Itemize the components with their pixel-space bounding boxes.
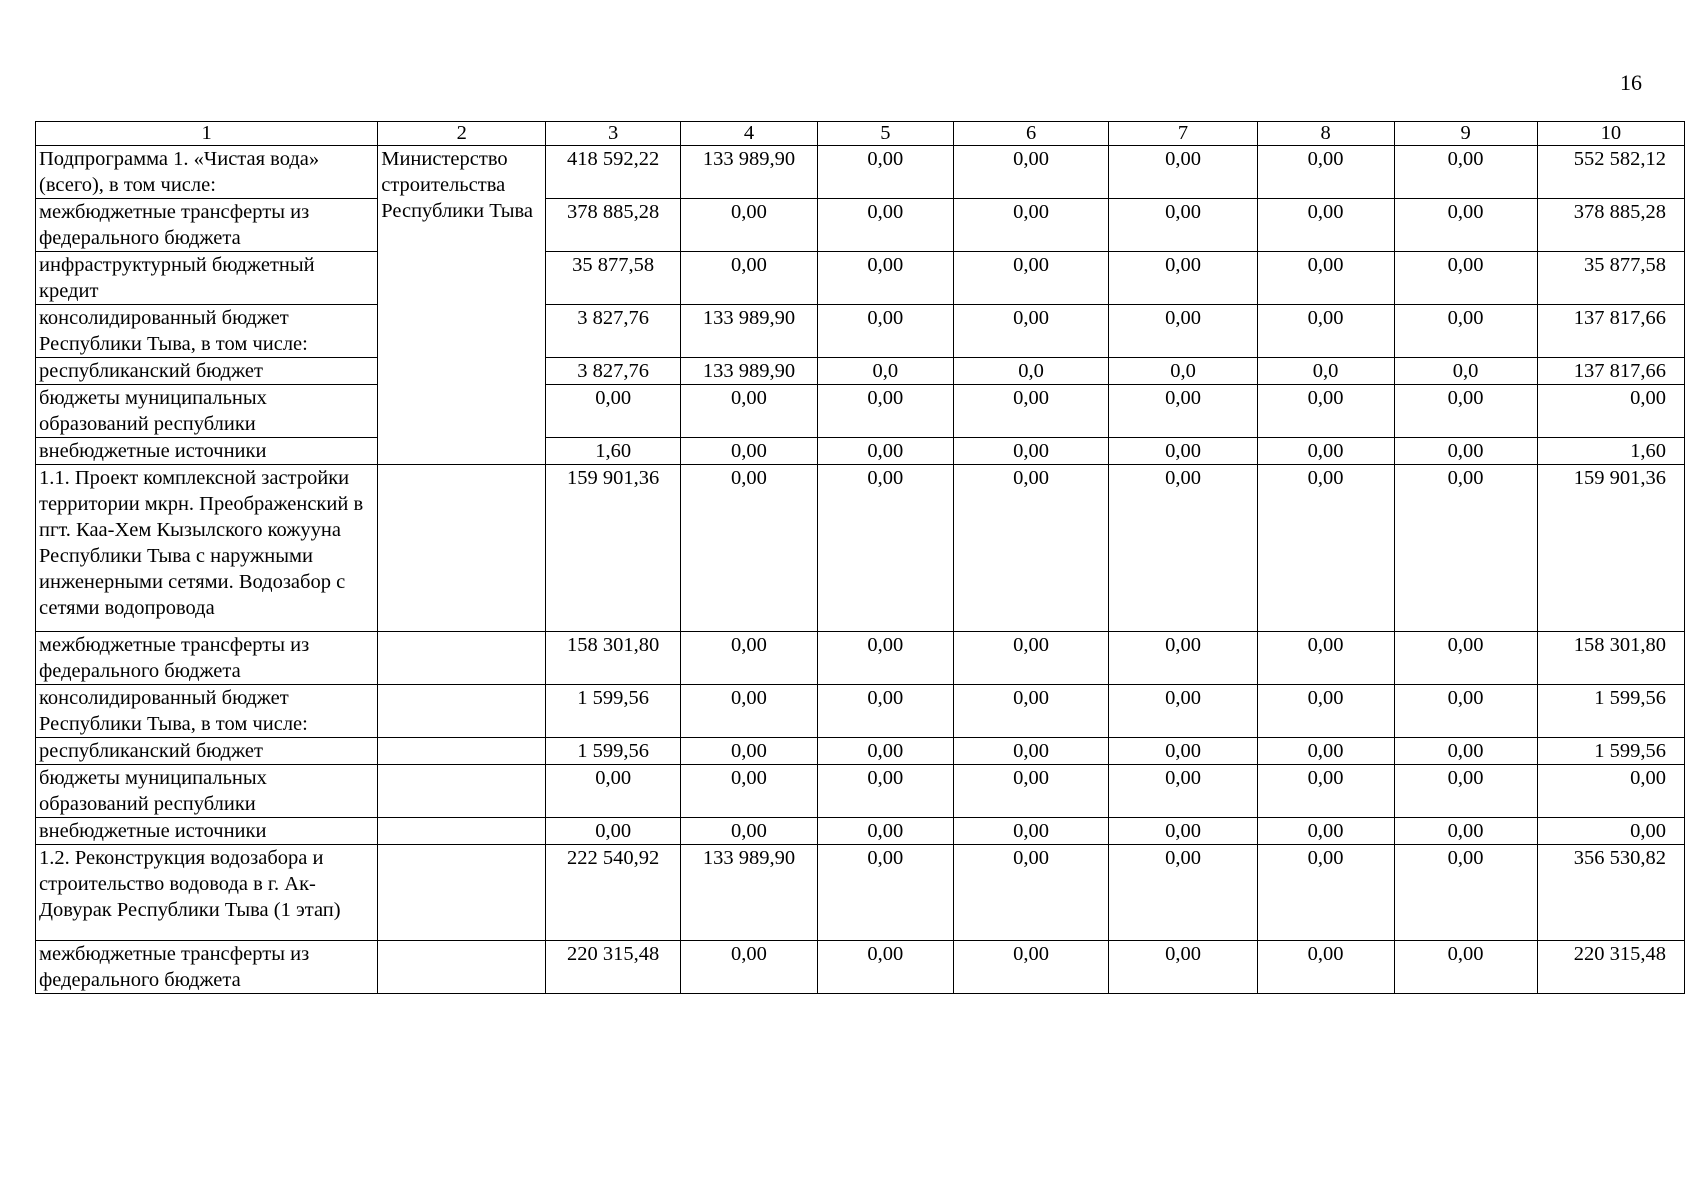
value-cell: 0,00 [817, 465, 953, 632]
value-cell: 1,60 [546, 438, 681, 465]
value-cell: 0,00 [1257, 146, 1394, 199]
value-cell: 0,00 [817, 632, 953, 685]
value-cell: 0,00 [1394, 738, 1537, 765]
value-cell: 0,00 [953, 738, 1109, 765]
row-description: республиканский бюджет [36, 738, 378, 765]
column-number: 8 [1257, 122, 1394, 146]
value-cell: 0,00 [681, 199, 818, 252]
value-cell: 35 877,58 [546, 252, 681, 305]
value-cell: 0,00 [1394, 941, 1537, 994]
value-cell: 0,00 [953, 305, 1109, 358]
table-row [36, 199, 1685, 252]
value-cell: 0,00 [1257, 385, 1394, 438]
value-cell: 0,00 [953, 845, 1109, 941]
total-cell: 0,00 [1537, 765, 1684, 818]
row-description: межбюджетные трансферты из федерального бюджета [36, 199, 378, 252]
value-cell: 0,00 [1109, 438, 1257, 465]
value-cell: 0,00 [1257, 305, 1394, 358]
value-cell: 0,00 [953, 146, 1109, 199]
value-cell: 0,0 [1257, 358, 1394, 385]
value-cell: 0,00 [681, 818, 818, 845]
organization-cell-empty [378, 941, 546, 994]
total-cell: 159 901,36 [1537, 465, 1684, 632]
table-row [36, 941, 1685, 994]
organization-cell-empty [378, 818, 546, 845]
total-cell: 137 817,66 [1537, 358, 1684, 385]
value-cell: 0,00 [1394, 465, 1537, 632]
row-description: внебюджетные источники [36, 438, 378, 465]
column-number: 1 [36, 122, 378, 146]
table-row [36, 465, 1685, 632]
row-description: бюджеты муниципальных образований республики [36, 385, 378, 438]
total-cell: 1,60 [1537, 438, 1684, 465]
value-cell: 158 301,80 [546, 632, 681, 685]
column-number: 9 [1394, 122, 1537, 146]
value-cell: 0,00 [1394, 199, 1537, 252]
organization-cell-empty [378, 632, 546, 685]
value-cell: 3 827,76 [546, 358, 681, 385]
value-cell: 133 989,90 [681, 358, 818, 385]
value-cell: 0,00 [1109, 146, 1257, 199]
value-cell: 418 592,22 [546, 146, 681, 199]
value-cell: 0,00 [546, 385, 681, 438]
value-cell: 0,00 [1257, 465, 1394, 632]
value-cell: 0,00 [681, 765, 818, 818]
total-cell: 1 599,56 [1537, 738, 1684, 765]
value-cell: 1 599,56 [546, 738, 681, 765]
table-row [36, 818, 1685, 845]
value-cell: 0,00 [1109, 941, 1257, 994]
value-cell: 0,00 [681, 941, 818, 994]
value-cell: 0,00 [1394, 305, 1537, 358]
total-cell: 158 301,80 [1537, 632, 1684, 685]
table-row [36, 146, 1685, 199]
value-cell: 0,00 [1257, 818, 1394, 845]
value-cell: 0,00 [817, 199, 953, 252]
organization-cell-empty [378, 685, 546, 738]
column-number: 2 [378, 122, 546, 146]
value-cell: 0,0 [1109, 358, 1257, 385]
value-cell: 0,00 [1394, 765, 1537, 818]
table-row [36, 385, 1685, 438]
value-cell: 0,00 [1257, 685, 1394, 738]
budget-table [35, 121, 1685, 994]
value-cell: 0,00 [817, 438, 953, 465]
organization-cell-empty [378, 765, 546, 818]
value-cell: 0,00 [681, 385, 818, 438]
value-cell: 378 885,28 [546, 199, 681, 252]
responsible-organization: Министерство строительства Республики Тыва [378, 146, 546, 465]
value-cell: 0,00 [1257, 438, 1394, 465]
value-cell: 0,00 [953, 199, 1109, 252]
value-cell: 0,00 [817, 252, 953, 305]
page-number: 16 [1620, 70, 1642, 95]
column-number: 5 [817, 122, 953, 146]
table-row [36, 438, 1685, 465]
row-description: республиканский бюджет [36, 358, 378, 385]
value-cell: 0,00 [817, 146, 953, 199]
table-row [36, 685, 1685, 738]
value-cell: 0,00 [817, 941, 953, 994]
value-cell: 0,00 [1394, 252, 1537, 305]
row-description: 1.2. Реконструкция водозабора и строительство водовода в г. Ак-Довурак Республики Тыва (1 этап) [36, 845, 378, 941]
table-row [36, 305, 1685, 358]
value-cell: 0,00 [681, 252, 818, 305]
value-cell: 0,00 [953, 941, 1109, 994]
value-cell: 0,00 [1257, 845, 1394, 941]
value-cell: 0,00 [1394, 146, 1537, 199]
value-cell: 0,00 [953, 465, 1109, 632]
value-cell: 0,00 [817, 845, 953, 941]
value-cell: 0,00 [1394, 845, 1537, 941]
value-cell: 133 989,90 [681, 845, 818, 941]
value-cell: 0,00 [1109, 199, 1257, 252]
column-number: 7 [1109, 122, 1257, 146]
value-cell: 0,00 [546, 765, 681, 818]
value-cell: 159 901,36 [546, 465, 681, 632]
column-number: 6 [953, 122, 1109, 146]
value-cell: 0,0 [1394, 358, 1537, 385]
total-cell: 378 885,28 [1537, 199, 1684, 252]
value-cell: 0,00 [953, 765, 1109, 818]
total-cell: 552 582,12 [1537, 146, 1684, 199]
total-cell: 356 530,82 [1537, 845, 1684, 941]
row-description: внебюджетные источники [36, 818, 378, 845]
value-cell: 0,00 [953, 685, 1109, 738]
total-cell: 0,00 [1537, 818, 1684, 845]
row-description: инфраструктурный бюджетный кредит [36, 252, 378, 305]
value-cell: 0,00 [1109, 685, 1257, 738]
value-cell: 0,00 [1257, 199, 1394, 252]
table-row [36, 632, 1685, 685]
value-cell: 0,00 [681, 465, 818, 632]
value-cell: 0,00 [1109, 738, 1257, 765]
value-cell: 0,00 [953, 385, 1109, 438]
total-cell: 35 877,58 [1537, 252, 1684, 305]
row-description: 1.1. Проект комплексной застройки территории мкрн. Преображенский в пгт. Каа-Хем Кызылского кожууна Республики Тыва с наружными инженерными сетями. Водозабор с сетями водопровода [36, 465, 378, 632]
value-cell: 0,00 [953, 818, 1109, 845]
value-cell: 133 989,90 [681, 146, 818, 199]
table-row [36, 845, 1685, 941]
value-cell: 0,00 [546, 818, 681, 845]
total-cell: 137 817,66 [1537, 305, 1684, 358]
value-cell: 0,00 [953, 632, 1109, 685]
value-cell: 3 827,76 [546, 305, 681, 358]
value-cell: 0,00 [1257, 252, 1394, 305]
column-number: 3 [546, 122, 681, 146]
row-description: консолидированный бюджет Республики Тыва, в том числе: [36, 305, 378, 358]
value-cell: 0,00 [953, 252, 1109, 305]
organization-cell-empty [378, 465, 546, 632]
value-cell: 0,00 [1109, 818, 1257, 845]
table-row [36, 252, 1685, 305]
row-description: межбюджетные трансферты из федерального бюджета [36, 632, 378, 685]
value-cell: 1 599,56 [546, 685, 681, 738]
value-cell: 0,00 [681, 438, 818, 465]
row-description: консолидированный бюджет Республики Тыва, в том числе: [36, 685, 378, 738]
value-cell: 0,00 [817, 738, 953, 765]
total-cell: 1 599,56 [1537, 685, 1684, 738]
total-cell: 220 315,48 [1537, 941, 1684, 994]
value-cell: 0,00 [1109, 465, 1257, 632]
value-cell: 0,00 [1109, 765, 1257, 818]
value-cell: 0,00 [817, 685, 953, 738]
column-number-row [36, 122, 1685, 146]
value-cell: 0,00 [1109, 385, 1257, 438]
organization-cell-empty [378, 738, 546, 765]
column-number: 10 [1537, 122, 1684, 146]
value-cell: 0,00 [1257, 765, 1394, 818]
row-description: бюджеты муниципальных образований республики [36, 765, 378, 818]
organization-cell-empty [378, 845, 546, 941]
value-cell: 0,00 [1109, 305, 1257, 358]
value-cell: 0,00 [1109, 845, 1257, 941]
value-cell: 0,00 [1257, 941, 1394, 994]
value-cell: 0,00 [1257, 632, 1394, 685]
row-description: Подпрограмма 1. «Чистая вода» (всего), в том числе: [36, 146, 378, 199]
value-cell: 0,00 [1109, 252, 1257, 305]
value-cell: 0,00 [817, 305, 953, 358]
value-cell: 0,00 [953, 438, 1109, 465]
value-cell: 0,0 [817, 358, 953, 385]
value-cell: 220 315,48 [546, 941, 681, 994]
value-cell: 0,00 [1257, 738, 1394, 765]
value-cell: 0,0 [953, 358, 1109, 385]
row-description: межбюджетные трансферты из федерального бюджета [36, 941, 378, 994]
value-cell: 0,00 [817, 765, 953, 818]
value-cell: 0,00 [681, 632, 818, 685]
value-cell: 0,00 [817, 818, 953, 845]
table-row [36, 765, 1685, 818]
value-cell: 133 989,90 [681, 305, 818, 358]
value-cell: 0,00 [1394, 438, 1537, 465]
value-cell: 0,00 [681, 685, 818, 738]
value-cell: 0,00 [1394, 685, 1537, 738]
column-number: 4 [681, 122, 818, 146]
total-cell: 0,00 [1537, 385, 1684, 438]
value-cell: 0,00 [1394, 632, 1537, 685]
value-cell: 0,00 [1394, 818, 1537, 845]
value-cell: 222 540,92 [546, 845, 681, 941]
value-cell: 0,00 [681, 738, 818, 765]
value-cell: 0,00 [1109, 632, 1257, 685]
value-cell: 0,00 [1394, 385, 1537, 438]
value-cell: 0,00 [817, 385, 953, 438]
table-row [36, 738, 1685, 765]
table-row [36, 358, 1685, 385]
